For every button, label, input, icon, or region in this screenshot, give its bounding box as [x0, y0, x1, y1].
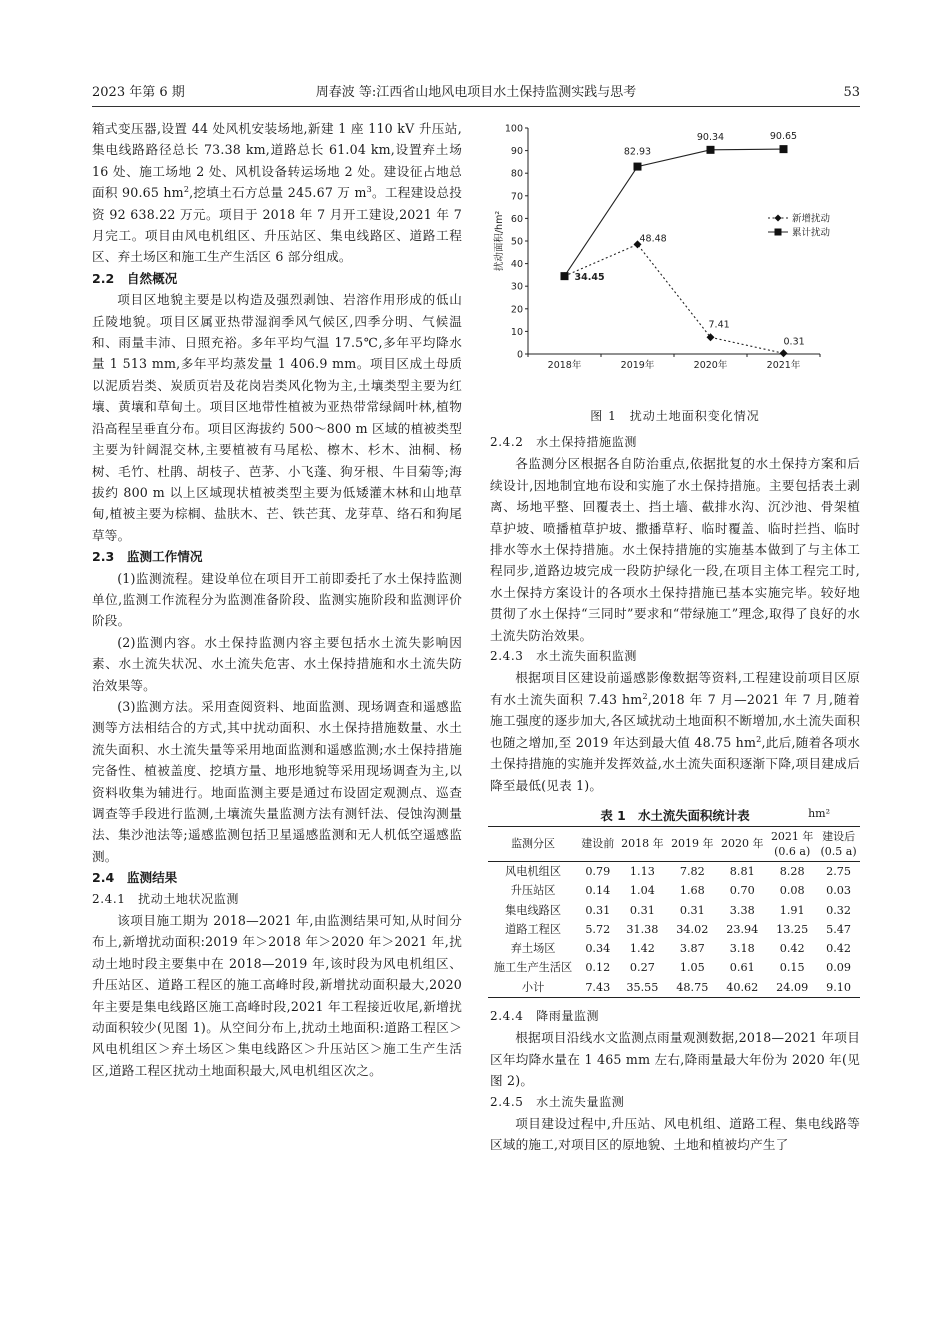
table-cell: 0.15 — [779, 961, 805, 975]
x-tick-label: 2021年 — [766, 360, 801, 371]
table-header-row — [488, 826, 860, 861]
table-cell: 13.25 — [776, 922, 809, 936]
table-cell: 道路工程区 — [505, 922, 562, 936]
soil-loss-paragraph: 项目建设过程中,升压站、风电机组、道路工程、集电线路等区域的施工,对项目区的原地貌、土地和植被均产生了 — [490, 1116, 860, 1153]
table-header-cell: 2019 年 — [667, 826, 717, 861]
section-heading-2-4-5: 2.4.5 水土流失量监测 — [490, 1094, 625, 1109]
table-header-cell: 2018 年 — [617, 826, 667, 861]
y-tick-label: 70 — [510, 191, 523, 203]
table-cell: 1.04 — [629, 884, 655, 898]
table-cell: 3.87 — [679, 942, 705, 956]
table-cell: 48.75 — [667, 978, 717, 998]
table-cell: 0.09 — [826, 961, 852, 975]
data-point-square — [780, 145, 788, 153]
table-cell: 升压站区 — [510, 884, 556, 898]
table-cell: 0.61 — [729, 961, 755, 975]
header-divider — [92, 106, 860, 107]
table-cell: 1.05 — [679, 961, 705, 975]
running-title: 周春波 等:江西省山地风电项目水土保持监测实践与思考 — [315, 85, 637, 100]
y-tick-label: 20 — [510, 304, 523, 316]
y-tick-label: 90 — [510, 146, 523, 158]
table-header-cell: 监测分区 — [488, 826, 578, 861]
table-header-cell: 建设后 (0.5 a) — [817, 826, 860, 861]
x-tick-label: 2020年 — [693, 360, 728, 371]
table-header-cell: 建设前 — [578, 826, 617, 861]
erosion-area-table — [488, 826, 860, 998]
legend-label-2: 累计扰动 — [792, 227, 831, 239]
table-cell: 40.62 — [717, 978, 767, 998]
table-row — [488, 920, 860, 939]
data-point-square — [634, 163, 642, 171]
measures-paragraph: 各监测分区根据各自防治重点,依据批复的水土保持方案和后续设计,因地制宜地布设和实施了水土保持措施。主要包括表土剥离、场地平整、回覆表土、挡土墙、截排水沟、沉沙池、骨架植草护坡、喷播植草护坡、撒播草籽、临时覆盖、临时拦挡、临时排水等水土保持措施。水土保持措施的实施基本做到了与主体工程同步,道路边坡完成一段防护绿化一段,在项目主体工程完工时,水土保持方案设计的各项水土保持措施已基本实施完毕。较好地贯彻了水土保持“三同时”要求和“带绿施工”理念,取得了良好的水土流失防治效果。 — [490, 456, 860, 643]
data-point-diamond — [780, 349, 788, 357]
section-heading-2-4-3: 2.4.3 水土流失面积监测 — [490, 649, 637, 664]
table-cell: 35.55 — [617, 978, 667, 998]
table-cell: 2.75 — [826, 864, 852, 878]
table-cell: 31.38 — [626, 922, 659, 936]
legend-marker-square — [775, 229, 782, 236]
table-cell: 24.09 — [767, 978, 817, 998]
table-header-cell: 2021 年 (0.6 a) — [767, 826, 817, 861]
legend-marker-diamond — [775, 215, 782, 222]
data-label: 34.45 — [574, 272, 605, 284]
table-cell: 0.12 — [585, 961, 611, 975]
rainfall-paragraph: 根据项目沿线水文监测点雨量观测数据,2018—2021 年项目区年均降水量在 1 465 mm 左右,降雨量最大年份为 2020 年(见图 2)。 — [490, 1030, 860, 1089]
x-tick-label: 2018年 — [547, 360, 582, 371]
figure-1-chart — [490, 118, 860, 406]
table-cell: 施工生产生活区 — [493, 961, 573, 975]
data-point-square — [561, 272, 569, 280]
table-cell: 0.31 — [585, 903, 611, 917]
table-cell: 9.10 — [817, 978, 860, 998]
section-heading-2-4-2: 2.4.2 水土保持措施监测 — [490, 435, 637, 449]
y-axis-label: 扰动面积/hm² — [494, 210, 505, 272]
table-cell: 1.91 — [779, 903, 805, 917]
table-cell: 0.14 — [585, 884, 611, 898]
table-cell: 3.18 — [729, 942, 755, 956]
table-cell: 0.79 — [585, 864, 611, 878]
left-column — [92, 118, 462, 1081]
intro-paragraph: 箱式变压器,设置 44 处风机安装场地,新建 1 座 110 kV 升压站,集电线路路径总长 73.38 km,道路总长 61.04 km,设置弃土场 16 处、施工场地 2 处、风机设备转运场地 2 处。建设征占地总面积 90.65 $hm^2$,挖填土石方总量 245.67 万 $m^3$。工程建设总投资 92 638.22 万元。项目于 2018 年 7 月开工建设,2021 年 7 月完工。项目由风电机组区、升压站区、集电线路区、道路工程区、弃土场区和施工生产生活区 6 部分组成。 — [92, 121, 463, 265]
series-line-1 — [565, 244, 784, 353]
y-tick-label: 40 — [510, 259, 523, 271]
table-row — [488, 861, 860, 881]
data-label: 0.31 — [783, 336, 805, 348]
table-cell: 1.68 — [679, 884, 705, 898]
table-1-unit: hm² — [808, 806, 830, 820]
table-row — [488, 958, 860, 977]
table-cell: 0.70 — [729, 884, 755, 898]
table-cell: 1.42 — [629, 942, 655, 956]
series-line-2 — [565, 146, 784, 276]
table-cell: 3.38 — [729, 903, 755, 917]
figure-1-caption: 图 1 扰动土地面积变化情况 — [590, 409, 760, 423]
table-cell: 34.02 — [676, 922, 709, 936]
table-1-title: 表 1 水土流失面积统计表 — [600, 807, 750, 823]
table-cell: 7.82 — [679, 864, 705, 878]
monitoring-process-paragraph: (1)监测流程。建设单位在项目开工前即委托了水土保持监测单位,监测工作流程分为监测准备阶段、监测实施阶段和监测评价阶段。 — [92, 570, 462, 629]
table-cell: 0.08 — [779, 884, 805, 898]
data-label: 90.34 — [696, 131, 725, 143]
y-tick-label: 100 — [504, 123, 523, 135]
table-cell: 0.31 — [629, 903, 655, 917]
table-cell: 0.27 — [629, 961, 655, 975]
data-label: 82.93 — [623, 146, 652, 158]
table-cell: 0.32 — [826, 903, 852, 917]
line-chart — [490, 118, 860, 378]
journal-issue: 2023 年第 6 期 — [92, 85, 185, 100]
table-cell: 7.43 — [578, 978, 617, 998]
page-header — [92, 82, 860, 104]
data-label: 48.48 — [639, 233, 667, 245]
x-tick-label: 2019年 — [620, 360, 655, 371]
table-cell: 0.34 — [585, 942, 611, 956]
data-label: 7.41 — [708, 319, 730, 331]
monitoring-content-paragraph: (2)监测内容。水土保持监测内容主要包括水土流失影响因素、水土流失状况、水土流失危害、水土保持措施和水土流失防治效果等。 — [92, 634, 462, 693]
table-cell: 集电线路区 — [505, 903, 562, 917]
table-cell: 8.28 — [779, 864, 805, 878]
y-tick-label: 60 — [510, 213, 523, 225]
table-header-cell: 2020 年 — [717, 826, 767, 861]
table-cell: 0.03 — [826, 884, 852, 898]
table-cell: 弃土场区 — [510, 942, 556, 956]
table-cell: 23.94 — [726, 922, 759, 936]
y-tick-label: 10 — [510, 326, 523, 338]
section-heading-2-2: 2.2 自然概况 — [92, 270, 178, 286]
y-tick-label: 0 — [516, 349, 523, 361]
table-cell: 风电机组区 — [505, 864, 562, 878]
y-tick-label: 80 — [510, 168, 523, 180]
table-cell: 8.81 — [729, 864, 755, 878]
disturbance-paragraph: 该项目施工期为 2018—2021 年,由监测结果可知,从时间分布上,新增扰动面积:2019 年＞2018 年＞2020 年＞2021 年,扰动土地时段主要集中在 2018—2019 年,该时段为风电机组区、升压站区、道路工程区的施工高峰时段,新增扰动面积最大,2020 年主要是集电线路区施工高峰时段,2021 年工程接近收尾,新增扰动面积较少(见图 1)。从空间分布上,扰动土地面积:道路工程区＞风电机组区＞弃土场区＞集电线路区＞升压站区＞施工生产生活区,道路工程区扰动土地面积最大,风电机组区次之。 — [92, 913, 462, 1078]
nature-paragraph: 项目区地貌主要是以构造及强烈剥蚀、岩溶作用形成的低山丘陵地貌。项目区属亚热带湿润季风气候区,四季分明、气候温和、雨量丰沛、日照充裕。多年平均气温 17.5℃,多年平均降水量 1 513 mm,多年平均蒸发量 1 406.9 mm。项目区成土母质以泥质岩类、炭质页岩及花岗岩类风化物为主,土壤类型主要为红壤、黄壤和草甸土。项目区地带性植被为亚热带常绿阔叶林,植物沿高程呈垂直分布。项目区海拔约 500～800 m 区域的植被类型主要为针阔混交林,主要植被有马尾松、檫木、杉木、油桐、杨树、毛竹、杜鹃、胡枝子、芭茅、小飞蓬、狗牙根、牛目菊等;海拔约 800 m 以上区域现状植被类型主要为低矮灌木林和山地草甸,植被主要为棕榈、盐肤木、芒、铁芒萁、龙芽草、络石和狗尾草等。 — [92, 292, 462, 543]
y-tick-label: 30 — [510, 281, 523, 293]
monitoring-method-paragraph: (3)监测方法。采用查阅资料、地面监测、现场调查和遥感监测等方法相结合的方式,其中扰动面积、水土保持措施数量、水土流失面积、水土流失量等采用地面监测和遥感监测;水土保持措施完备性、植被盖度、挖填方量、地形地貌等采用现场调查为主,以资料收集为辅进行。地面监测主要是通过布设固定观测点、巡查调查等手段进行监测,土壤流失量监测方法有测钎法、侵蚀沟测量法、集沙池法等;遥感监测包括卫星遥感监测和无人机低空遥感监测。 — [92, 698, 462, 864]
table-1-title-row — [490, 804, 860, 826]
page-number: 53 — [843, 85, 860, 100]
table-row — [488, 978, 860, 998]
section-heading-2-4: 2.4 监测结果 — [92, 870, 178, 886]
table-cell: 1.13 — [629, 864, 655, 878]
legend-label-1: 新增扰动 — [792, 213, 831, 225]
table-row — [488, 901, 860, 920]
right-column — [490, 118, 860, 1156]
table-row — [488, 881, 860, 900]
table-cell: 0.31 — [679, 903, 705, 917]
erosion-area-paragraph: 根据项目区建设前遥感影像数据等资料,工程建设前项目区原有水土流失面积 7.43 $hm^2,2018$ 年 7 月—2021 年 7 月,随着施工强度的逐步加大,各区域扰动土地面积不断增加,水土流失面积也随之增加,至 2019 年达到最大值 48.75 $hm^2$,此后,随着各项水土保持措施的实施并发挥效益,水土流失面积逐渐下降,项目建成后降至最低(见表 1)。 — [490, 670, 860, 793]
section-heading-2-4-1: 2.4.1 扰动土地状况监测 — [92, 891, 239, 906]
data-point-square — [707, 146, 715, 154]
table-cell: 5.47 — [826, 922, 852, 936]
table-cell: 小计 — [488, 978, 578, 998]
y-tick-label: 50 — [510, 236, 523, 248]
table-cell: 0.42 — [779, 942, 805, 956]
section-heading-2-3: 2.3 监测工作情况 — [92, 549, 203, 565]
table-row — [488, 939, 860, 958]
table-cell: 5.72 — [585, 922, 611, 936]
section-heading-2-4-4: 2.4.4 降雨量监测 — [490, 1008, 600, 1023]
table-cell: 0.42 — [826, 942, 852, 956]
data-label: 90.65 — [769, 131, 798, 143]
